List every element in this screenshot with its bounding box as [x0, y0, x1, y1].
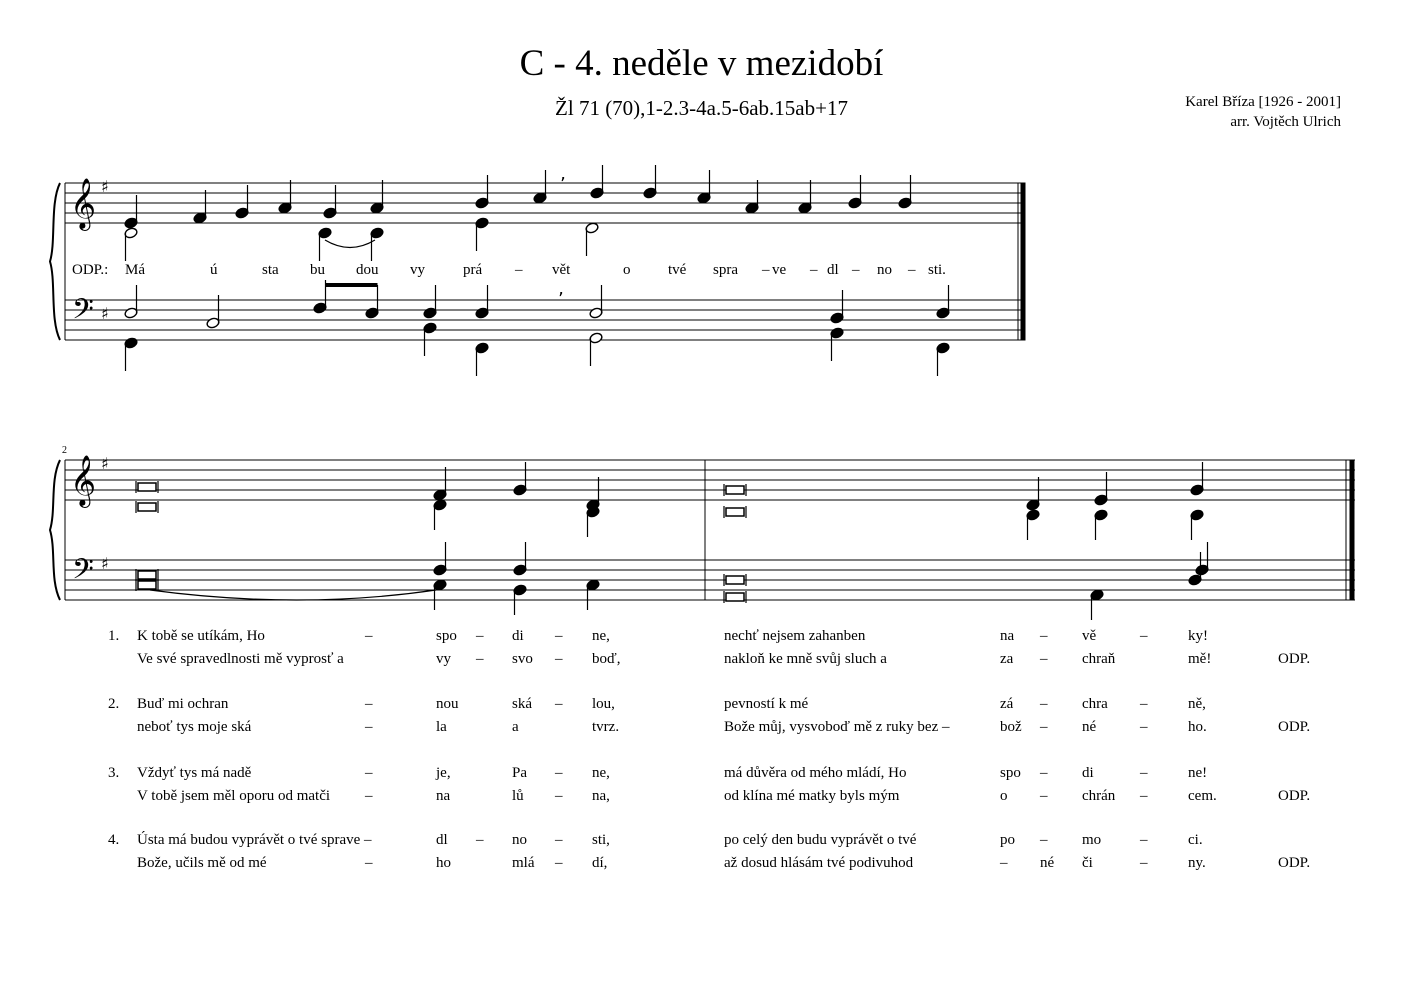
breve-note	[726, 593, 744, 601]
verse-syllable: –	[1040, 765, 1048, 781]
verse-syllable: –	[1140, 832, 1148, 848]
verse-syllable: ně,	[1188, 696, 1206, 712]
verse-syllable: –	[365, 855, 373, 871]
verse-syllable: –	[1040, 628, 1048, 644]
breve-note	[138, 571, 156, 579]
verse-syllable: mlá	[512, 855, 535, 871]
treble-clef-icon: 𝄞	[70, 178, 97, 229]
refrain-syllable: –	[762, 262, 770, 278]
refrain-syllable: ú	[210, 262, 218, 278]
verse-number: 2.	[108, 696, 120, 712]
verse-syllable: –	[365, 696, 373, 712]
verse-syllable: ne,	[592, 765, 610, 781]
refrain-label: ODP.:	[72, 262, 109, 278]
verse-syllable: –	[555, 628, 563, 644]
refrain-syllable: bu	[310, 262, 325, 278]
verse-syllable: chrán	[1082, 788, 1116, 804]
system-number: 2	[62, 445, 67, 456]
verse-syllable: dí,	[592, 855, 608, 871]
verse-syllable: né	[1082, 719, 1097, 735]
response-marker: ODP.	[1278, 651, 1311, 667]
verse-syllable: ne,	[592, 628, 610, 644]
refrain-syllable: spra	[713, 262, 738, 278]
verse-syllable: a	[512, 719, 519, 735]
refrain-syllable: ve	[772, 262, 787, 278]
verse-syllable: na,	[592, 788, 610, 804]
treble-clef-icon: 𝄞	[70, 455, 97, 506]
verse-syllable: za	[1000, 651, 1014, 667]
verse-syllable: –	[476, 651, 484, 667]
refrain-syllable: dl	[827, 262, 839, 278]
verse-syllable: od klína mé matky byls mým	[724, 788, 900, 804]
verse-syllable: na	[436, 788, 451, 804]
verse-syllable: neboť tys moje ská	[137, 719, 252, 735]
verse-syllable: –	[1140, 696, 1148, 712]
verse-syllable: –	[1140, 855, 1148, 871]
final-barline-thick	[1021, 183, 1025, 340]
verse-syllable: pevností k mé	[724, 696, 809, 712]
verse-syllable: mo	[1082, 832, 1102, 848]
page-title: C - 4. neděle v mezidobí	[519, 43, 884, 84]
verse-syllable: –	[1140, 788, 1148, 804]
breath-mark-icon: ’	[558, 289, 564, 310]
verse-syllable: lou,	[592, 696, 615, 712]
verse-syllable: –	[555, 832, 563, 848]
breve-note	[726, 486, 744, 494]
verse-syllable: –	[1000, 855, 1008, 871]
verse-syllable: –	[555, 855, 563, 871]
verse-syllable: lů	[512, 788, 524, 804]
refrain-syllable: Má	[125, 262, 145, 278]
verse-syllable: Vždyť tys má nadě	[137, 765, 252, 781]
tie	[150, 590, 436, 600]
breve-note	[726, 508, 744, 516]
sharp-icon: ♯	[101, 177, 109, 196]
verse-syllable: na	[1000, 628, 1015, 644]
verse-syllable: né	[1040, 855, 1055, 871]
verse-syllable: dl	[436, 832, 448, 848]
verse-syllable: Bože, učils mě od mé	[137, 855, 267, 871]
verse-syllable: –	[555, 788, 563, 804]
refrain-syllable: o	[623, 262, 631, 278]
verse-syllable: po celý den budu vyprávět o tvé	[724, 832, 917, 848]
verse-syllable: bož	[1000, 719, 1022, 735]
verse-syllable: zá	[1000, 696, 1014, 712]
verse-syllable: V tobě jsem měl oporu od matči	[137, 788, 331, 804]
verse-syllable: –	[476, 628, 484, 644]
breve-note	[138, 581, 156, 589]
bass-clef-icon: 𝄢	[72, 553, 94, 593]
verse-syllable: –	[365, 719, 373, 735]
verse-syllable: –	[1140, 719, 1148, 735]
verse-syllable: tvrz.	[592, 719, 620, 735]
verse-syllable: spo	[436, 628, 457, 644]
verse-syllable: vy	[436, 651, 451, 667]
verse-syllable: boď,	[592, 651, 621, 667]
refrain-syllable: no	[877, 262, 892, 278]
verse-number: 4.	[108, 832, 120, 848]
verse-syllable: spo	[1000, 765, 1021, 781]
brace	[50, 460, 60, 600]
verse-syllable: –	[1040, 832, 1048, 848]
verse-syllable: Ve své spravedlnosti mě vyprosť a	[137, 651, 344, 667]
verse-syllable: chraň	[1082, 651, 1116, 667]
psalm-reference: Žl 71 (70),1-2.3-4a.5-6ab.15ab+17	[555, 96, 848, 120]
bass-clef-icon: 𝄢	[72, 293, 94, 333]
breve-note	[138, 503, 156, 511]
verse-syllable: ho.	[1188, 719, 1207, 735]
response-marker: ODP.	[1278, 719, 1311, 735]
refrain-syllable: –	[810, 262, 818, 278]
verse-syllable: svo	[512, 651, 533, 667]
verse-syllable: nakloň ke mně svůj sluch a	[724, 651, 887, 667]
verse-syllable: di	[1082, 765, 1094, 781]
verse-syllable: chra	[1082, 696, 1108, 712]
refrain-syllable: tvé	[668, 262, 687, 278]
verse-syllable: nou	[436, 696, 459, 712]
verse-syllable: má důvěra od mého mládí, Ho	[724, 765, 907, 781]
verse-syllable: –	[1140, 628, 1148, 644]
response-marker: ODP.	[1278, 788, 1311, 804]
verse-syllable: –	[555, 651, 563, 667]
verse-syllable: je,	[436, 765, 451, 781]
verse-syllable: Buď mi ochran	[137, 696, 229, 712]
verse-syllable: mě!	[1188, 651, 1212, 667]
verse-syllable: sti,	[592, 832, 610, 848]
refrain-syllable: sti.	[928, 262, 946, 278]
verse-syllable: nechť nejsem zahanben	[724, 628, 866, 644]
refrain-syllable: sta	[262, 262, 279, 278]
verse-syllable: K tobě se utíkám, Ho	[137, 628, 265, 644]
sharp-icon: ♯	[101, 304, 109, 323]
verse-syllable: či	[1082, 855, 1093, 871]
verse-syllable: ne!	[1188, 765, 1208, 781]
verse-syllable: ci.	[1188, 832, 1203, 848]
refrain-syllable: dou	[356, 262, 379, 278]
verse-syllable: Ústa má budou vyprávět o tvé sprave –	[137, 832, 372, 848]
verse-syllable: la	[436, 719, 447, 735]
refrain-syllable: vět	[552, 262, 571, 278]
verse-syllable: –	[555, 765, 563, 781]
verse-syllable: cem.	[1188, 788, 1217, 804]
verse-syllable: –	[365, 628, 373, 644]
verse-number: 3.	[108, 765, 120, 781]
refrain-syllable: –	[908, 262, 916, 278]
verse-syllable: ská	[512, 696, 532, 712]
verse-syllable: –	[1040, 696, 1048, 712]
verse-syllable: –	[1040, 651, 1048, 667]
verse-syllable: –	[1040, 719, 1048, 735]
refrain-syllable: –	[852, 262, 860, 278]
breve-note	[138, 483, 156, 491]
breath-mark-icon: ’	[560, 174, 566, 195]
brace	[50, 183, 60, 340]
verse-syllable: –	[1040, 788, 1048, 804]
verse-syllable: až dosud hlásám tvé podivuhod	[724, 855, 914, 871]
sharp-icon: ♯	[101, 454, 109, 473]
verse-number: 1.	[108, 628, 120, 644]
verse-syllable: –	[365, 765, 373, 781]
verse-syllable: –	[476, 832, 484, 848]
verse-syllable: vě	[1082, 628, 1097, 644]
arranger-name: arr. Vojtěch Ulrich	[1230, 114, 1341, 130]
sharp-icon: ♯	[101, 554, 109, 573]
response-marker: ODP.	[1278, 855, 1311, 871]
verse-syllable: no	[512, 832, 527, 848]
refrain-syllable: vy	[410, 262, 425, 278]
verse-syllable: –	[365, 788, 373, 804]
composer-name: Karel Bříza [1926 - 2001]	[1185, 94, 1341, 110]
verse-syllable: ny.	[1188, 855, 1206, 871]
refrain-syllable: –	[515, 262, 523, 278]
final-barline-thick	[1350, 460, 1354, 600]
refrain-syllable: prá	[463, 262, 483, 278]
verse-syllable: Pa	[512, 765, 527, 781]
verse-syllable: –	[555, 696, 563, 712]
verse-syllable: –	[1140, 765, 1148, 781]
breve-note	[726, 576, 744, 584]
verse-syllable: Bože můj, vysvoboď mě z ruky bez –	[724, 719, 950, 735]
verse-syllable: o	[1000, 788, 1008, 804]
verse-syllable: ky!	[1188, 628, 1208, 644]
verse-syllable: ho	[436, 855, 451, 871]
verse-syllable: po	[1000, 832, 1015, 848]
verse-syllable: di	[512, 628, 524, 644]
slur	[325, 240, 375, 248]
